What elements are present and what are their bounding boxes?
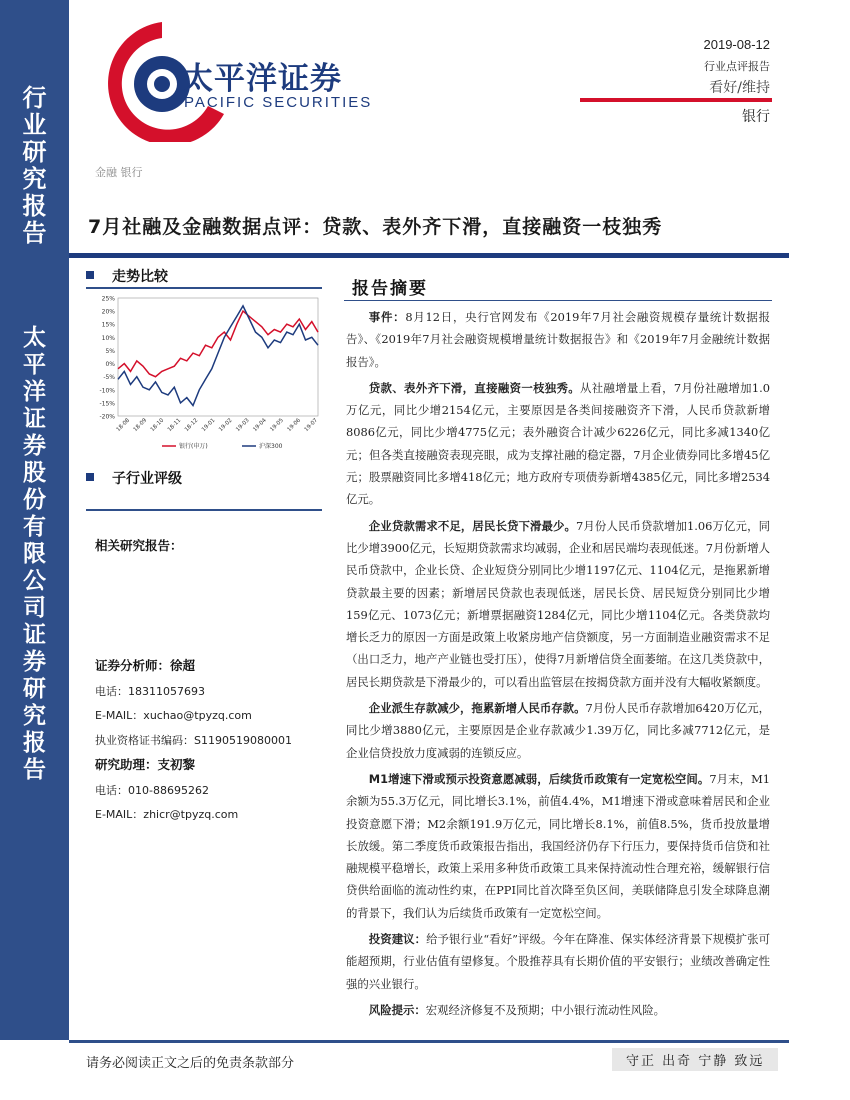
x-tick-label: 19-07: [303, 417, 320, 434]
legend-label: 沪深300: [259, 443, 283, 450]
y-tick-label: -5%: [103, 374, 115, 382]
related-reports-heading: 相关研究报告：: [95, 538, 183, 553]
sidebar-bottom-char: 股: [23, 459, 46, 486]
y-tick-label: 0%: [105, 361, 115, 369]
y-tick-label: -20%: [99, 413, 115, 421]
y-tick-label: 5%: [105, 347, 115, 355]
analyst-email: E-MAIL：xuchao@tpyzq.com: [95, 709, 252, 722]
paragraph-lead: 企业贷款需求不足，居民长贷下滑最少。: [368, 518, 577, 533]
summary-paragraph: [346, 999, 770, 1021]
paragraph-lead: 风险提示：: [368, 1002, 426, 1017]
logo-chinese-name: 太平洋证券: [182, 61, 342, 97]
analyst-phone: 电话：18311057693: [95, 685, 205, 698]
summary-paragraph: [346, 768, 770, 924]
sidebar-bottom-char: 报: [23, 729, 46, 756]
x-tick-label: 19-02: [218, 417, 234, 434]
x-tick-label: 19-03: [235, 417, 251, 434]
logo-english-name: PACIFIC SECURITIES: [184, 94, 373, 111]
paragraph-lead: M1增速下滑或预示投资意愿减弱，后续货币政策有一定宽松空间。: [368, 771, 710, 786]
sidebar-top-char: 究: [22, 164, 47, 193]
sidebar-top-char: 业: [22, 110, 47, 139]
sidebar-bottom-char: 证: [23, 405, 46, 432]
trend-chart: [92, 292, 322, 460]
x-tick-label: 19-06: [286, 417, 302, 434]
footer-disclaimer: 请务必阅读正文之后的免责条款部分: [86, 1056, 295, 1071]
assistant-phone: 电话：010-88695262: [95, 784, 209, 797]
y-tick-label: 20%: [101, 308, 115, 316]
left-sidebar: [0, 0, 69, 1040]
series-line-0: [118, 311, 318, 377]
sidebar-bottom-char: 研: [23, 675, 46, 702]
paragraph-text: 给予银行业“看好”评级。今年在降准、保实体经济背景下规模扩张可能超预期，行业估值有望修复。个股推荐具有长期价值的平安银行；业绩改善确定性强的兴业银行。: [346, 932, 770, 991]
title-rule: [69, 253, 789, 258]
trend-heading-label: 走势比较: [112, 269, 168, 285]
header-red-rule: [580, 98, 772, 102]
legend-label: 银行(申万): [179, 443, 208, 450]
industry-name: 银行: [742, 109, 770, 125]
x-tick-label: 18-09: [132, 417, 149, 434]
sidebar-top-char: 研: [22, 137, 47, 166]
sidebar-company-label: [0, 324, 69, 783]
sidebar-bottom-char: 公: [23, 567, 46, 594]
sidebar-bottom-char: 券: [23, 648, 46, 675]
x-tick-label: 19-04: [252, 417, 268, 434]
chart-frame: [118, 298, 318, 416]
x-tick-label: 18-08: [115, 417, 132, 434]
report-type: 行业点评报告: [704, 60, 770, 73]
trend-heading: [86, 266, 168, 286]
trend-rule: [86, 287, 322, 289]
sidebar-bottom-char: 证: [23, 621, 46, 648]
sidebar-bottom-char: 限: [23, 540, 46, 567]
y-tick-label: 15%: [101, 321, 115, 329]
sidebar-bottom-char: 究: [23, 702, 46, 729]
footer-slogan: 守正 出奇 宁静 致远: [612, 1048, 778, 1071]
sidebar-bottom-char: 告: [23, 756, 46, 783]
report-date: 2019-08-12: [703, 37, 770, 52]
paragraph-lead: 企业派生存款减少，拖累新增人民币存款。: [368, 701, 586, 716]
y-tick-label: 25%: [101, 295, 115, 303]
breadcrumb: 金融 银行: [95, 166, 143, 179]
summary-paragraph: [346, 515, 770, 693]
sub-rating-heading-label: 子行业评级: [112, 471, 182, 487]
sidebar-bottom-char: 太: [23, 324, 46, 351]
sidebar-bottom-char: 券: [23, 432, 46, 459]
x-tick-label: 18-12: [183, 417, 200, 434]
x-tick-label: 18-11: [166, 417, 183, 434]
y-tick-label: -10%: [99, 387, 115, 395]
analyst-license: 执业资格证书编码：S1190519080001: [95, 734, 292, 747]
x-tick-label: 19-01: [200, 417, 217, 434]
logo-inner-dot: [154, 76, 170, 92]
footer-rule: [69, 1040, 789, 1043]
summary-paragraph: [346, 697, 770, 764]
sidebar-bottom-char: 有: [23, 513, 46, 540]
sub-rating-heading: [86, 468, 182, 488]
series-line-1: [118, 306, 318, 406]
assistant-heading: 研究助理：支初黎: [95, 757, 196, 772]
paragraph-text: 8月12日，央行官网发布《2019年7月社会融资规模存量统计数据报告》、《2019年7月社会融资规模增量统计数据报告》和《2019年7月金融统计数据报告》。: [346, 310, 770, 369]
x-tick-label: 18-10: [149, 417, 166, 434]
sidebar-top-char: 行: [22, 83, 47, 112]
sidebar-bottom-char: 份: [23, 486, 46, 513]
paragraph-lead: 事件：: [368, 310, 406, 324]
y-tick-label: -15%: [99, 400, 115, 408]
paragraph-lead: 贷款、表外齐下滑，直接融资一枝独秀。: [368, 380, 580, 395]
summary-paragraph: [346, 928, 770, 995]
square-bullet-icon: [86, 271, 94, 279]
sidebar-bottom-char: 洋: [23, 378, 46, 405]
summary-body: [346, 300, 770, 1021]
paragraph-lead: 投资建议：: [368, 932, 427, 947]
industry-rating: 看好/维持: [709, 80, 770, 96]
paragraph-text: 7月末，M1余额为55.3万亿元，同比增长3.1%，前值4.4%，M1增速下滑或意味着居民和企业投资意愿下滑；M2余额191.9万亿元，同比增长8.1%，前值8.5%，货币投放量增长放缓。第二季度货币政策报告指出，我国经济仍存下行压力，要保持货币信贷和社融规模平稳增长，政策上采用多种货币政策工具来保持流动性合理充裕，缓解银行信贷供给面临的流动性约束，在PPI同比首次降至负区间，美联储降息引发全球降息潮的背景下，我们认为后续货币政策有一定宽松空间。: [346, 771, 770, 920]
sidebar-top-char: 报: [22, 191, 47, 220]
sidebar-report-label: [0, 84, 69, 246]
analyst-heading: 证券分析师：徐超: [95, 658, 196, 673]
sidebar-top-char: 告: [22, 218, 47, 247]
sidebar-bottom-char: 司: [23, 594, 46, 621]
summary-paragraph: [346, 306, 770, 373]
sidebar-bottom-char: 平: [23, 351, 46, 378]
paragraph-text: 7月份人民币贷款增加1.06万亿元，同比少增3900亿元，长短期贷款需求均减弱，企业和居民端均表现低迷。7月份新增人民币贷款中，企业长贷、企业短贷分别同比少增1197亿元、1104亿元，是拖累新增贷款最主要的因素；新增居民贷款也表现低迷，居民长贷、居民短贷分别同比少增159亿元、1073亿元；新增票据融资1284亿元，同比少增1104亿元。各类贷款均增长乏力的原因一方面是政策上收紧房地产信贷额度，另一方面制造业融资需求不足（出口乏力，地产产业链也受打压），使得7月新增信贷全面萎缩。在这几类贷款中，居民长期贷款是下滑最少的，可以看出监管层在按揭贷款方面并没有大幅收紧额度。: [346, 518, 770, 689]
paragraph-text: 7月份人民币存款增加6420万亿元，同比少增3880亿元，主要原因是企业存款减少1.39万亿，同比多减7712亿元，是企业信贷投放力度减弱的连锁反应。: [346, 701, 770, 760]
page-title: 7月社融及金融数据点评：贷款、表外齐下滑，直接融资一枝独秀: [88, 216, 663, 238]
square-bullet-icon: [86, 473, 94, 481]
summary-heading: 报告摘要: [352, 279, 428, 299]
assistant-email: E-MAIL：zhicr@tpyzq.com: [95, 808, 239, 821]
x-tick-label: 19-05: [269, 417, 285, 434]
sub-rating-rule: [86, 509, 322, 511]
summary-paragraph: [346, 377, 770, 511]
y-tick-label: 10%: [101, 334, 115, 342]
paragraph-text: 从社融增量上看，7月份社融增加1.0万亿元，同比少增2154亿元，主要原因是各类间接融资齐下滑，人民币贷款新增8086亿元，同比少增4775亿元；表外融资合计减少6226亿元，同比多减1340亿元；但各类直接融资表现亮眼，成为支撑社融的稳定器，7月企业债券同比多增45亿元；股票融资同比多增418亿元；地方政府专项债券新增4385亿元，同比多增2534亿元。: [346, 380, 770, 507]
paragraph-text: 宏观经济修复不及预期；中小银行流动性风险。: [425, 1002, 665, 1017]
